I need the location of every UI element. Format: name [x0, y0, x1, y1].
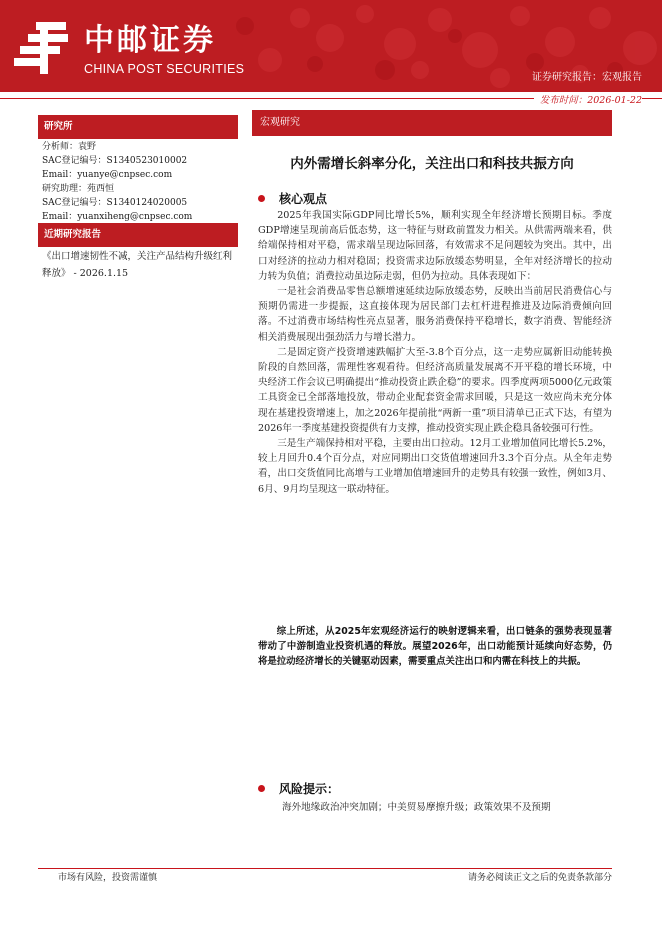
page-title: 内外需增长斜率分化，关注出口和科技共振方向 [290, 156, 574, 172]
assistant-email-link[interactable]: Email：yuanxiheng@cnpsec.com [42, 212, 193, 222]
conclusion-block [258, 624, 612, 670]
core-paragraphs [258, 208, 612, 497]
footer-disclaimer: 请务必阅读正文之后的免责条款部分 [467, 873, 612, 883]
core-heading [258, 190, 327, 208]
footer-risk-warning: 市场有风险，投资需谨慎 [58, 873, 158, 883]
header-banner [0, 0, 662, 92]
risk-heading-label: 风险提示： [279, 782, 340, 796]
publish-date: 发布时间：2026-01-22 [534, 94, 642, 107]
analyst-name: 分析师：袁野 [42, 142, 97, 152]
assistant-name: 研究助理：苑西恒 [42, 184, 115, 194]
paragraph-overview: 2025年我国实际GDP同比增长5%，顺利实现全年经济增长预期目标。季度GDP增速呈现前高后低态势，这一特征与财政前置发力相关。从供需两端来看，供给端保持相对平稳，需求端呈现边际回落，有效需求不足问题较为突出。其中，出口对经济的拉动力相对稳固；投资需求边际放缓态势明显，全年对经济增长的拉动力转为负值；消费拉动虽边际走弱，但仍为拉动。具体表现如下： [258, 210, 612, 282]
paragraph-production: 三是生产端保持相对平稳，主要由出口拉动。12月工业增加值同比增长5.2%，较上月回升0.4个百分点，对应同期出口交货值增速回升3.3个百分点。从全年走势看，出口交货值同比高增与工业增加值增速回升的走势具有较强一致性，例如3月、6月、9月均呈现这一联动特征。 [258, 438, 612, 495]
institute-heading: 研究所 [38, 115, 238, 139]
paragraph-investment: 二是固定资产投资增速跌幅扩大至-3.8个百分点，这一走势应属新旧动能转换阶段的自然回落，需理性客观看待。但经济高质量发展离不开平稳的增长环境，中央经济工作会议已明确提出“推动投资止跌企稳”的要求。四季度两项5000亿元政策工具资金已全部落地投放，带动企业配套资金需求回暖，只是这一效应尚未充分体现在基建投资增速上，加之2026年提前批“两新一重”项目清单已正式下达，有望为2026年一季度基建投资提供有力支撑，推动投资实现止跌企稳具备较强可行性。 [258, 346, 612, 434]
analyst-sac: SAC登记编号：S1340523010002 [42, 156, 188, 166]
china-post-logo-icon [14, 20, 76, 76]
report-type: 证券研究报告：宏观报告 [532, 72, 642, 83]
analyst-email-link[interactable]: Email：yuanye@cnpsec.com [42, 170, 173, 180]
risk-heading [258, 780, 339, 798]
bullet-dot-icon [258, 195, 265, 202]
risk-text: 海外地缘政治冲突加剧；中美贸易摩擦升级；政策效果不及预期 [282, 802, 551, 813]
category-bar: 宏观研究 [252, 110, 612, 136]
bullet-dot-icon [258, 785, 265, 792]
brand-name-en: CHINA POST SECURITIES [84, 62, 245, 76]
analyst-info [42, 140, 238, 224]
brand-name-cn: 中邮证券 [84, 23, 216, 58]
paragraph-conclusion: 综上所述，从2025年宏观经济运行的映射逻辑来看，出口链条的强势表现显著带动了中游制造业投资机遇的释放。展望2026年，出口动能预计延续向好态势，仍将是拉动经济增长的关键驱动因素，需要重点关注出口和内需在科技上的共振。 [258, 626, 612, 668]
assistant-sac: SAC登记编号：S1340124020005 [42, 198, 188, 208]
footer-divider [38, 868, 612, 869]
recent-reports-heading: 近期研究报告 [38, 223, 238, 247]
recent-report-link[interactable]: 《出口增速韧性不减，关注产品结构升级红利释放》 - 2026.1.15 [42, 251, 233, 279]
paragraph-consumption: 一是社会消费品零售总额增速延续边际放缓态势，反映出当前居民消费信心与预期仍需进一步提振，这直接体现为居民部门去杠杆进程推进及边际消费倾向回落。不过消费市场结构性亮点显著，服务消费保持平稳增长，数字消费、智能经济相关消费展现出强劲活力与增长潜力。 [258, 286, 612, 343]
core-heading-label: 核心观点 [279, 192, 328, 206]
